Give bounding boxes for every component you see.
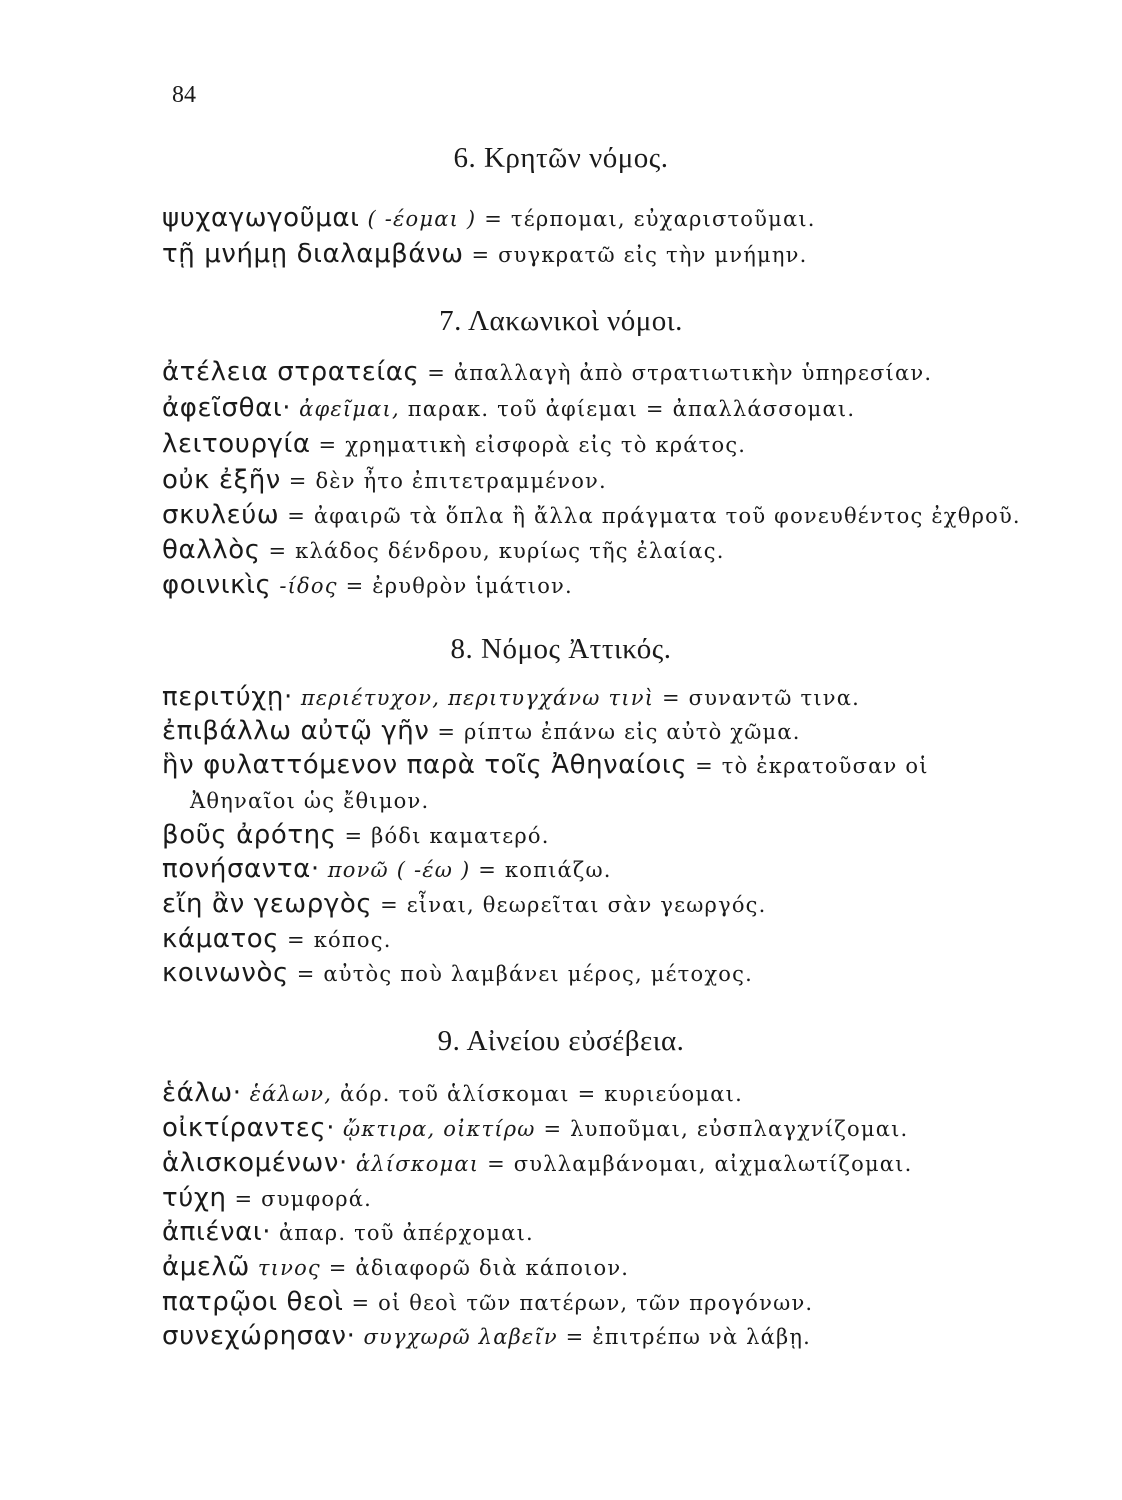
entry-term: ψυχαγωγοῦμαι bbox=[162, 203, 360, 233]
entry-gloss-italic: ἀφεῖμαι, bbox=[299, 397, 400, 421]
glossary-entry bbox=[162, 853, 612, 886]
section-heading: 9. Αἰνείου εὐσέβεια. bbox=[437, 1025, 685, 1057]
entry-term: περιτύχῃ· bbox=[162, 682, 293, 712]
entry-term: πονήσαντα· bbox=[162, 854, 320, 884]
glossary-entry bbox=[162, 1182, 372, 1215]
entry-term: ἁλισκομένων· bbox=[162, 1148, 348, 1178]
entry-gloss-italic: ἑάλων, bbox=[249, 1082, 333, 1106]
entry-gloss-italic: ἁλίσκομαι bbox=[355, 1152, 480, 1176]
glossary-entry bbox=[162, 1147, 912, 1180]
entry-term: θαλλὸς bbox=[162, 535, 261, 565]
entry-term: ἀφεῖσθαι· bbox=[162, 393, 292, 423]
glossary-entry bbox=[162, 715, 801, 748]
entry-gloss: = συμφορά. bbox=[226, 1187, 373, 1211]
entry-gloss: = ἀπαλλαγὴ ἀπὸ στρατιωτικὴν ὑπηρεσίαν. bbox=[419, 361, 933, 385]
entry-gloss: = οἱ θεοὶ τῶν πατέρων, τῶν προγόνων. bbox=[343, 1291, 814, 1315]
entry-gloss: ἀόρ. τοῦ ἁλίσκομαι = κυριεύομαι. bbox=[332, 1082, 743, 1106]
glossary-entry bbox=[162, 356, 932, 389]
entry-gloss: = τὸ ἐκρατοῦσαν οἱ bbox=[687, 754, 929, 778]
entry-gloss-italic: συγχωρῶ λαβεῖν bbox=[363, 1325, 558, 1349]
glossary-entry bbox=[162, 923, 392, 956]
glossary-entry bbox=[162, 428, 746, 461]
entry-term: εἴη ἂν γεωργὸς bbox=[162, 889, 373, 919]
section-heading: 8. Νόμος Ἀττικός. bbox=[450, 633, 672, 665]
entry-gloss: = ἐρυθρὸν ἱμάτιον. bbox=[337, 574, 573, 598]
entry-term: οἰκτίραντες· bbox=[162, 1113, 336, 1143]
entry-gloss: = κλάδος δένδρου, κυρίως τῆς ἐλαίας. bbox=[260, 539, 725, 563]
glossary-entry bbox=[162, 1286, 813, 1319]
glossary-entry bbox=[162, 1112, 908, 1145]
entry-gloss: = δὲν ἦτο ἐπιτετραμμένον. bbox=[280, 469, 607, 493]
entry-gloss: ἀπαρ. τοῦ ἀπέρχομαι. bbox=[271, 1221, 534, 1245]
glossary-entry bbox=[162, 202, 816, 235]
glossary-entry bbox=[162, 499, 1021, 532]
glossary-entry bbox=[162, 392, 855, 425]
entry-gloss: = κόπος. bbox=[279, 928, 392, 952]
entry-term: πατρῷοι θεοὶ bbox=[162, 1287, 344, 1317]
entry-gloss-italic: τινος bbox=[257, 1256, 321, 1280]
glossary-entry bbox=[162, 1216, 534, 1249]
glossary-entry bbox=[162, 957, 753, 990]
entry-term: κοινωνὸς bbox=[162, 958, 289, 988]
entry-gloss-italic: ᾤκτιρα, οἰκτίρω bbox=[343, 1117, 536, 1141]
glossary-entry bbox=[162, 569, 573, 602]
entry-gloss: = κοπιάζω. bbox=[470, 858, 612, 882]
glossary-entry bbox=[162, 888, 767, 921]
entry-gloss: = εἶναι, θεωρεῖται σὰν γεωργός. bbox=[372, 893, 767, 917]
entry-term: ἑάλω· bbox=[162, 1078, 242, 1108]
entry-term: οὐκ ἐξῆν bbox=[162, 465, 281, 495]
page-number: 84 bbox=[172, 82, 196, 108]
glossary-entry bbox=[162, 749, 929, 782]
entry-gloss-italic: ( -έομαι ) bbox=[367, 207, 477, 231]
entry-term: κάματος bbox=[162, 924, 280, 954]
entry-gloss: = χρηματικὴ εἰσφορὰ εἰς τὸ κράτος. bbox=[310, 433, 747, 457]
entry-term: σκυλεύω bbox=[162, 500, 280, 530]
entry-gloss: = συγκρατῶ εἰς τὴν μνήμην. bbox=[463, 243, 808, 267]
entry-gloss: = λυποῦμαι, εὐσπλαγχνίζομαι. bbox=[535, 1117, 909, 1141]
entry-gloss: = ἀδιαφορῶ διὰ κάποιον. bbox=[320, 1256, 630, 1280]
glossary-entry bbox=[162, 1077, 743, 1110]
entry-term: λειτουργία bbox=[162, 429, 311, 459]
entry-gloss-italic: -ίδος bbox=[279, 574, 338, 598]
entry-gloss: = ἀφαιρῶ τὰ ὅπλα ἢ ἄλλα πράγματα τοῦ φονευθέντος ἐχθροῦ. bbox=[279, 504, 1021, 528]
entry-term: ἀπιέναι· bbox=[162, 1217, 272, 1247]
glossary-entry bbox=[162, 464, 607, 497]
entry-term: ἐπιβάλλω αὐτῷ γῆν bbox=[162, 716, 430, 746]
entry-gloss: = ἐπιτρέπω νὰ λάβῃ. bbox=[557, 1325, 812, 1349]
entry-term: ἣν φυλαττόμενον παρὰ τοῖς Ἀθηναίοις bbox=[162, 750, 688, 780]
section-heading: 7. Λακωνικοὶ νόμοι. bbox=[439, 305, 683, 337]
glossary-entry bbox=[162, 819, 550, 852]
entry-gloss-italic: πονῶ ( -έω ) bbox=[327, 858, 471, 882]
entry-term: τύχη bbox=[162, 1183, 227, 1213]
glossary-entry bbox=[162, 681, 860, 714]
section-heading: 6. Κρητῶν νόμος. bbox=[453, 142, 669, 174]
entry-gloss-continuation: Ἀθηναῖοι ὡς ἔθιμον. bbox=[190, 789, 430, 813]
entry-gloss: = βόδι καματερό. bbox=[336, 824, 550, 848]
glossary-entry bbox=[162, 1251, 629, 1284]
entry-gloss-italic: περιέτυχον, περιτυγχάνω τινὶ bbox=[300, 686, 655, 710]
entry-term: ἀτέλεια στρατείας bbox=[162, 357, 420, 387]
entry-gloss: παρακ. τοῦ ἀφίεμαι = ἀπαλλάσσομαι. bbox=[399, 397, 856, 421]
entry-gloss: = συναντῶ τινα. bbox=[654, 686, 860, 710]
glossary-entry bbox=[162, 1320, 811, 1353]
entry-term: ἀμελῶ bbox=[162, 1252, 250, 1282]
entry-gloss: = τέρπομαι, εὐχαριστοῦμαι. bbox=[484, 207, 816, 231]
entry-term: τῇ μνήμῃ διαλαμβάνω bbox=[162, 239, 464, 269]
entry-gloss: = αὐτὸς ποὺ λαμβάνει μέρος, μέτοχος. bbox=[288, 962, 753, 986]
entry-gloss: = συλλαμβάνομαι, αἰχμαλωτίζομαι. bbox=[479, 1152, 913, 1176]
entry-term: φοινικὶς bbox=[162, 570, 272, 600]
entry-gloss: = ρίπτω ἐπάνω εἰς αὐτὸ χῶμα. bbox=[429, 720, 801, 744]
entry-term: συνεχώρησαν· bbox=[162, 1321, 356, 1351]
glossary-entry-continuation bbox=[190, 784, 429, 817]
glossary-entry bbox=[162, 534, 725, 567]
entry-term: βοῦς ἀρότης bbox=[162, 820, 337, 850]
glossary-entry bbox=[162, 238, 808, 271]
